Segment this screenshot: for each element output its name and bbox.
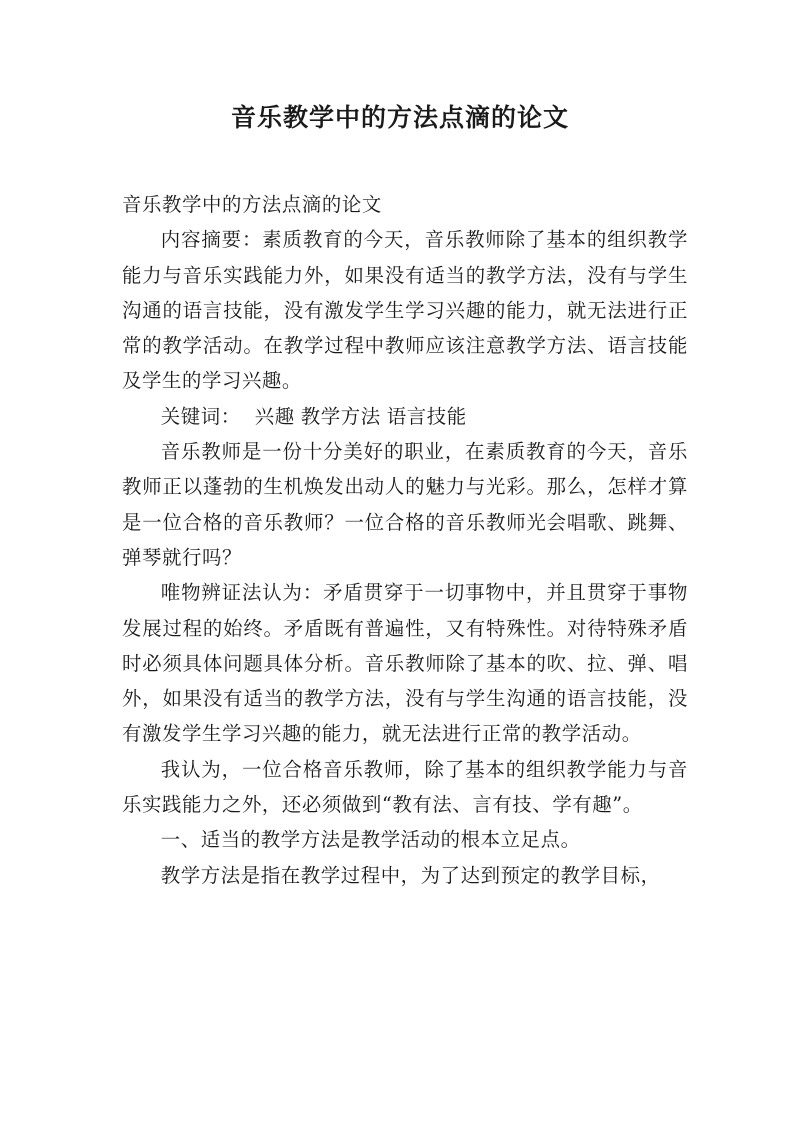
keywords-label: 关键词： xyxy=(160,404,241,428)
document-body xyxy=(122,187,688,893)
body-paragraph: 教学方法是指在教学过程中，为了达到预定的教学目标， xyxy=(160,863,661,887)
section-heading: 一、适当的教学方法是教学活动的根本立足点。 xyxy=(160,828,581,852)
keywords-line xyxy=(122,399,688,434)
keyword-term: 语言技能 xyxy=(386,404,467,428)
body-paragraph: 音乐教师是一份十分美好的职业，在素质教育的今天，音乐教师正以蓬勃的生机焕发出动人的魅力与光彩。那么，怎样才算是一位合格的音乐教师？一位合格的音乐教师光会唱歌、跳舞、弹琴就行吗？ xyxy=(122,440,688,569)
keyword-term: 兴趣 xyxy=(254,404,295,428)
keyword-term: 教学方法 xyxy=(300,404,381,428)
document-title: 音乐教学中的方法点滴的论文 xyxy=(230,103,569,132)
body-paragraph: 我认为，一位合格音乐教师，除了基本的组织教学能力与音乐实践能力之外，还必须做到“教有法、言有技、学有趣”。 xyxy=(122,757,688,817)
abstract-paragraph: 内容摘要：素质教育的今天，音乐教师除了基本的组织教学能力与音乐实践能力外，如果没有适当的教学方法，没有与学生沟通的语言技能，没有激发学生学习兴趣的能力，就无法进行正常的教学活动。在教学过程中教师应该注意教学方法、语言技能及学生的学习兴趣。 xyxy=(122,228,688,393)
document-subtitle: 音乐教学中的方法点滴的论文 xyxy=(122,193,382,216)
body-paragraph: 唯物辨证法认为：矛盾贯穿于一切事物中，并且贯穿于事物发展过程的始终。矛盾既有普遍性，又有特殊性。对待特殊矛盾时必须具体问题具体分析。音乐教师除了基本的吹、拉、弹、唱外，如果没有适当的教学方法，没有与学生沟通的语言技能，没有激发学生学习兴趣的能力，就无法进行正常的教学活动。 xyxy=(122,581,688,746)
